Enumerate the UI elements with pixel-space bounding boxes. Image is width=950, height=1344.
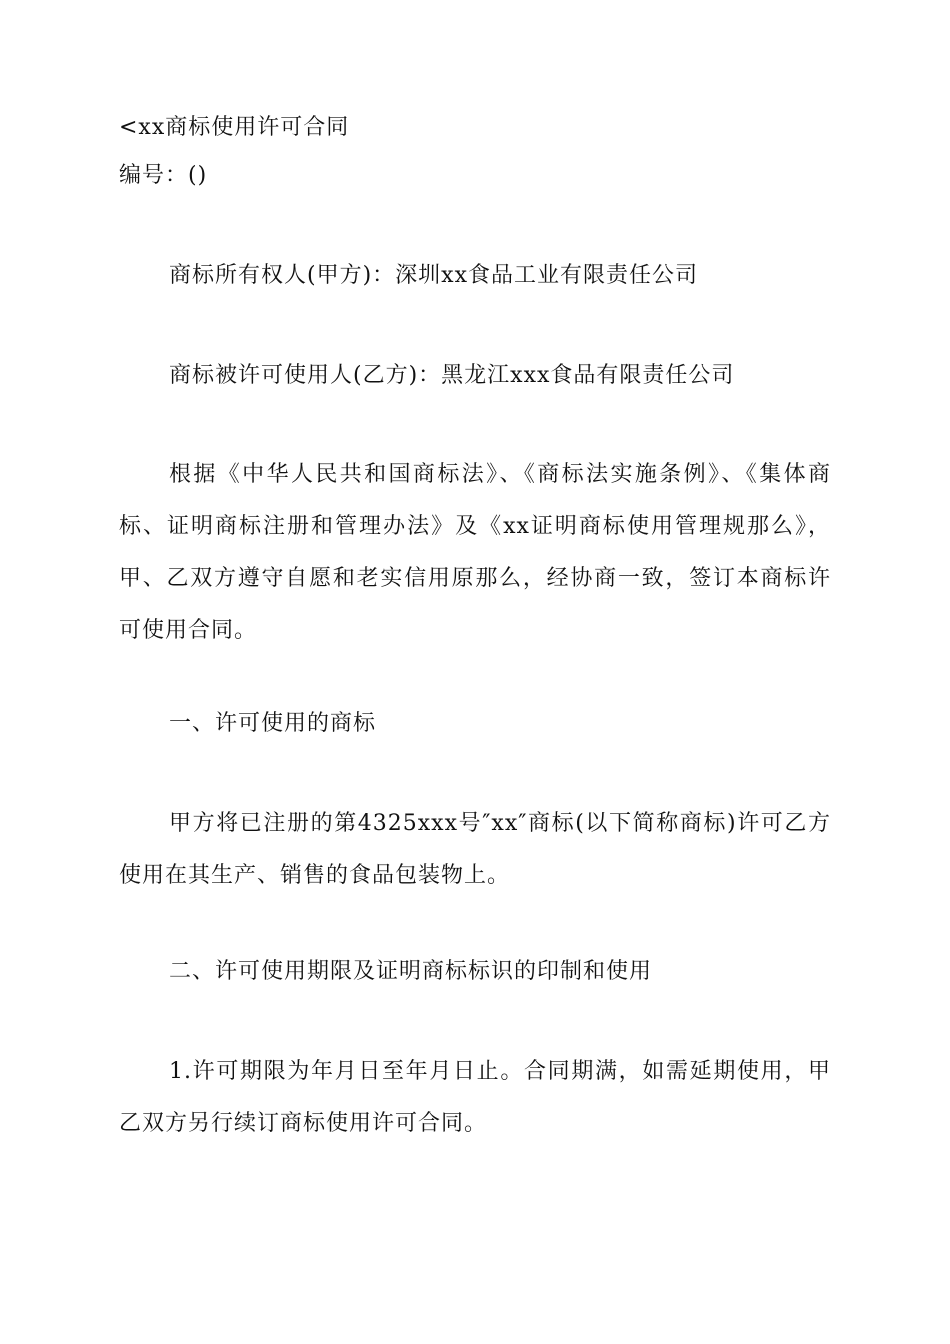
party-b-line: 商标被许可使用人(乙方)：黑龙江xxx食品有限责任公司 bbox=[169, 363, 735, 388]
section-2-heading: 二、许可使用期限及证明商标标识的印制和使用 bbox=[169, 959, 653, 984]
document-title: <xx商标使用许可合同 bbox=[119, 115, 350, 140]
section-2-item-1: 1.许可期限为年月日至年月日止。合同期满，如需延期使用，甲乙双方另行续订商标使用许可合同。 bbox=[119, 1059, 831, 1136]
section-1-heading: 一、许可使用的商标 bbox=[169, 711, 377, 736]
section-1-body: 甲方将已注册的第4325xxx号″xx″商标(以下简称商标)许可乙方使用在其生产、销售的食品包装物上。 bbox=[119, 811, 831, 888]
party-a-line: 商标所有权人(甲方)：深圳xx食品工业有限责任公司 bbox=[169, 263, 698, 288]
document-number: 编号：() bbox=[119, 163, 208, 188]
intro-paragraph: 根据《中华人民共和国商标法》、《商标法实施条例》、《集体商标、证明商标注册和管理办法》及《xx证明商标使用管理规那么》，甲、乙双方遵守自愿和老实信用原那么，经协商一致，签订本商标许可使用合同。 bbox=[119, 462, 831, 643]
